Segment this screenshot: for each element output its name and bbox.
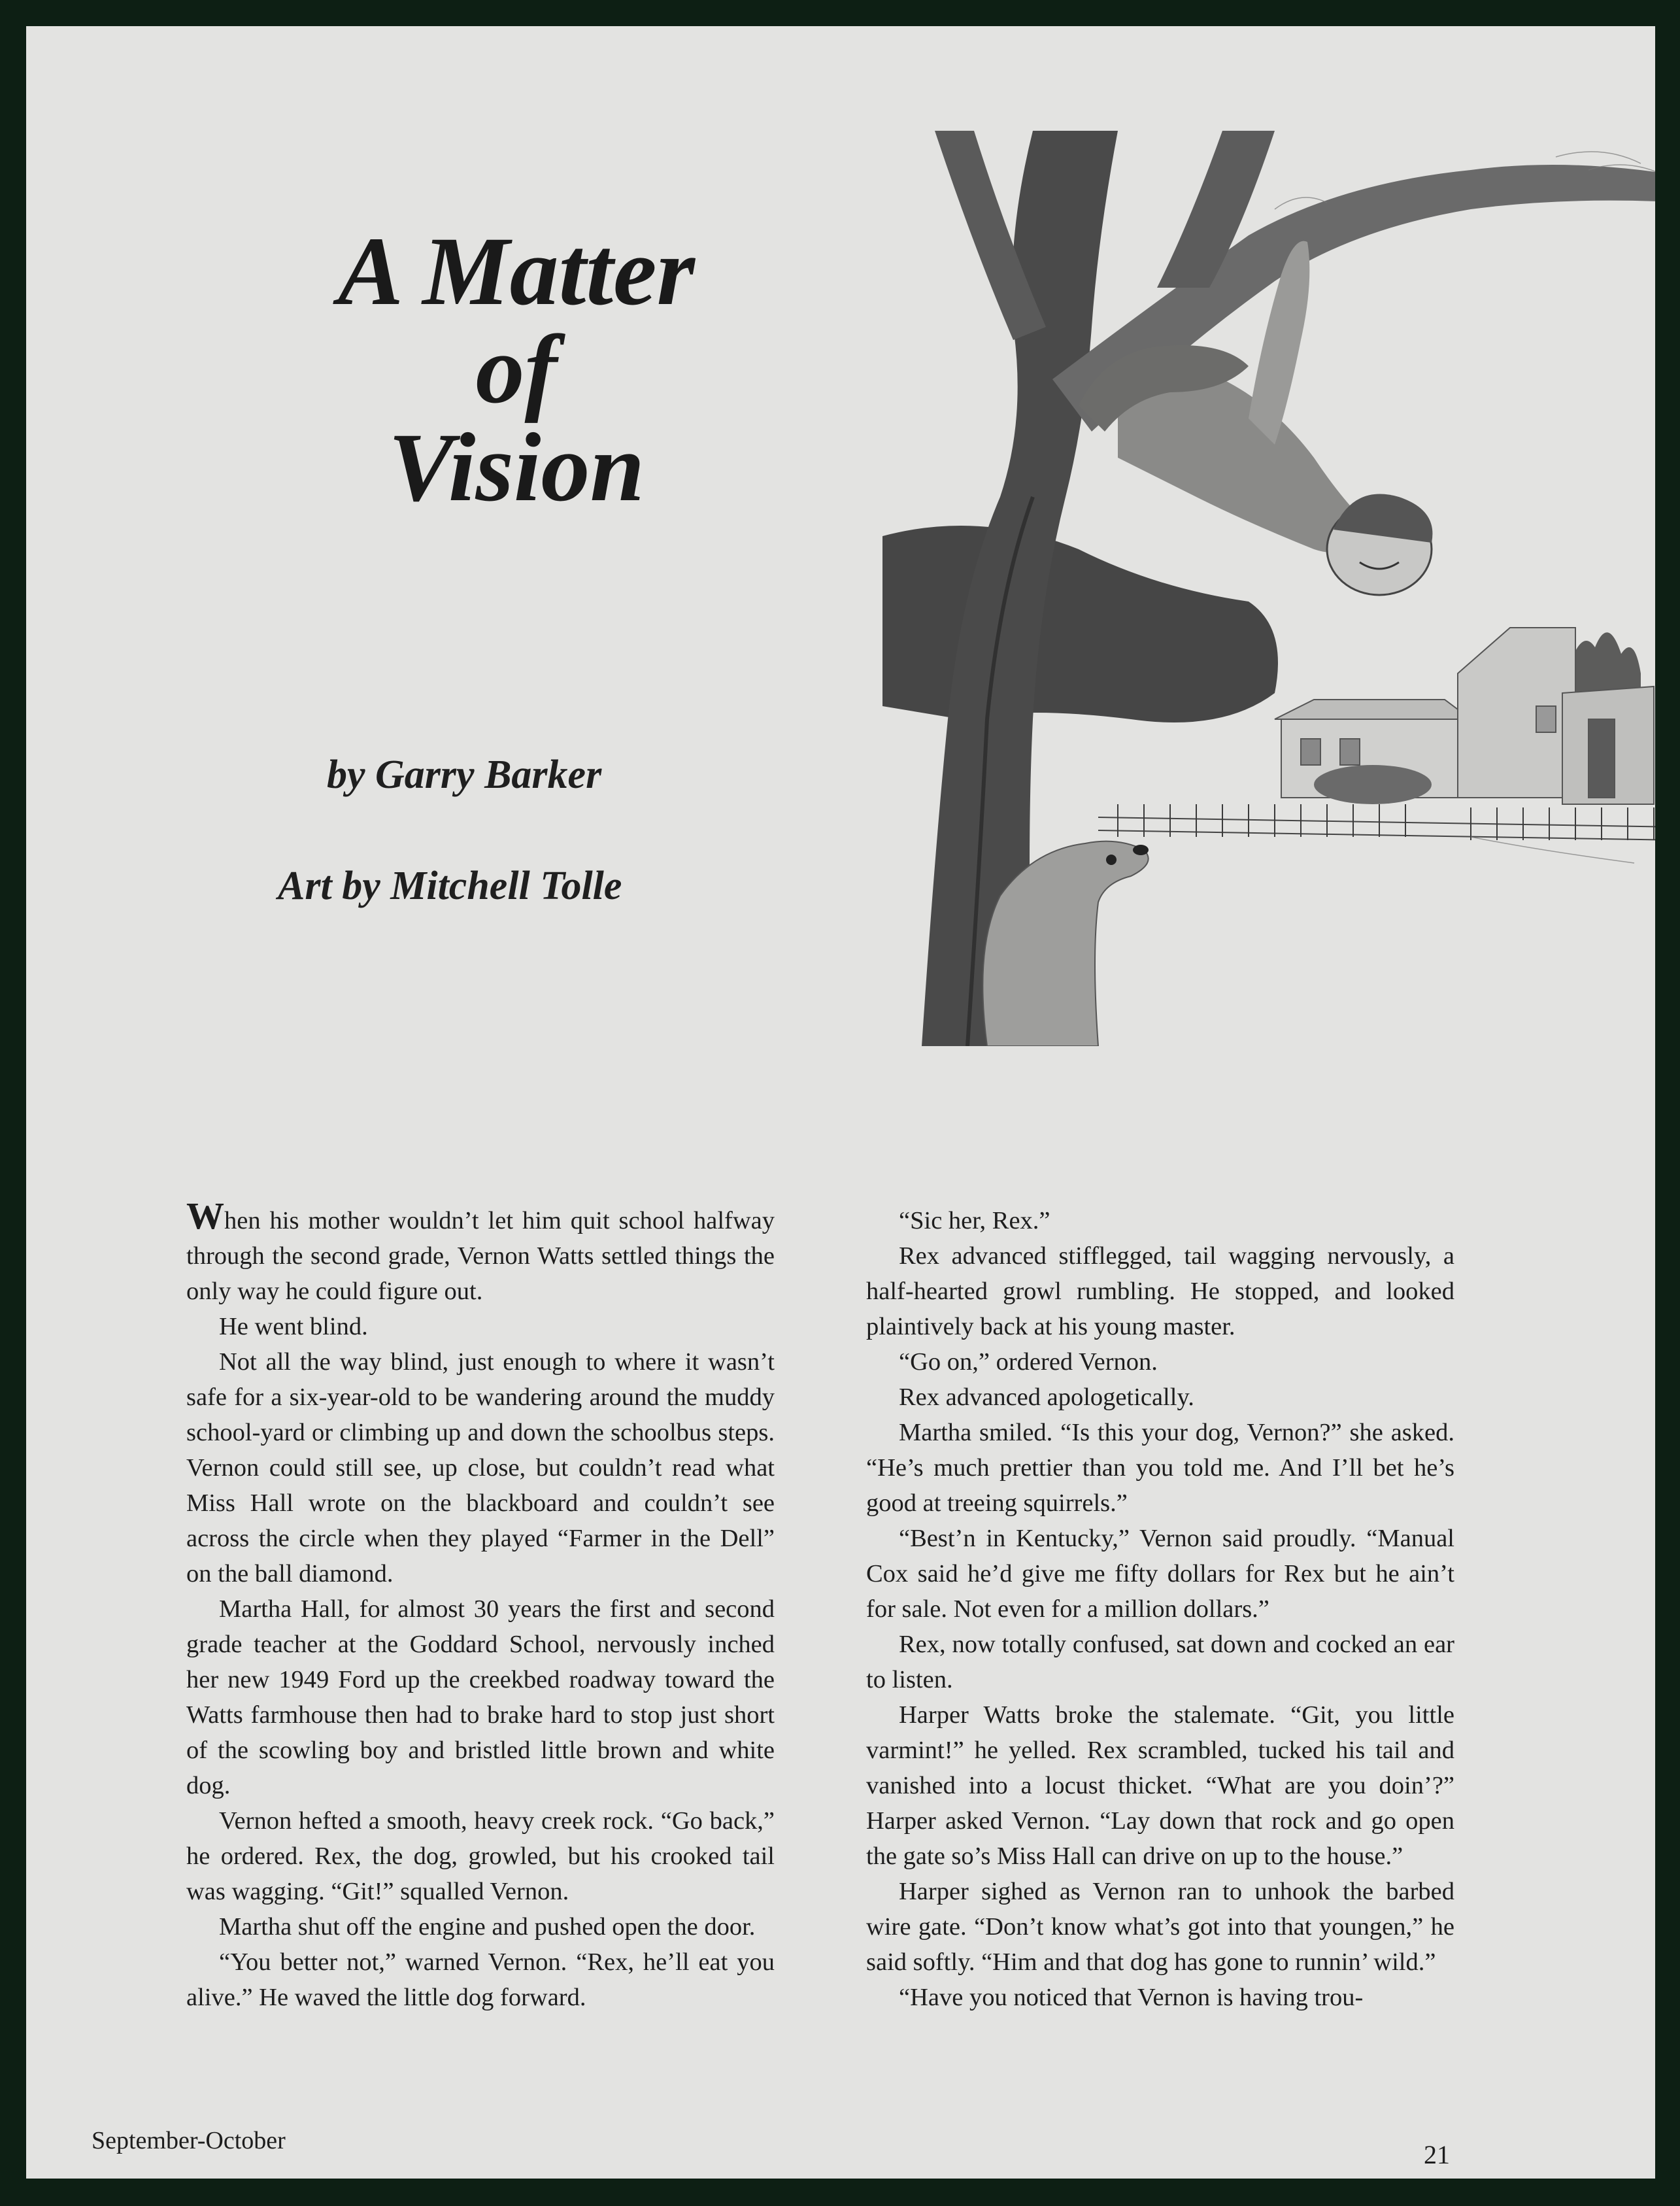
- article-column-right: [866, 1203, 1454, 2015]
- title-line-2: of: [475, 315, 558, 424]
- paragraph: Rex advanced stifflegged, tail wagging nervously, a half-hearted growl rumbling. He stopped, and looked plaintively back at his young master.: [866, 1242, 1454, 1340]
- paragraph: “You better not,” warned Vernon. “Rex, he’ll eat you alive.” He waved the little dog forward.: [186, 1948, 775, 2011]
- drop-cap: W: [186, 1195, 224, 1237]
- paragraph: “Sic her, Rex.”: [899, 1207, 1050, 1234]
- magazine-page: [26, 26, 1655, 2179]
- paragraph: Martha shut off the engine and pushed open the door.: [219, 1913, 756, 1941]
- paragraph: Harper Watts broke the stalemate. “Git, you little varmint!” he yelled. Rex scrambled, tucked his tail and vanished into a locust thicket. “What are you doin’?” Harper asked Vernon. “Lay down that rock and go open the gate so’s Miss Hall can drive on up to the house.”: [866, 1701, 1454, 1870]
- paragraph: Martha Hall, for almost 30 years the first and second grade teacher at the Goddard School, nervously inched her new 1949 Ford up the creekbed roadway toward the Watts farmhouse then had to brake hard to stop just short of the scowling boy and bristled little brown and white dog.: [186, 1595, 775, 1799]
- paragraph: Vernon hefted a smooth, heavy creek rock. “Go back,” he ordered. Rex, the dog, growled, but his crooked tail was wagging. “Git!” squalled Vernon.: [186, 1807, 775, 1905]
- artist-byline: Art by Mitchell Tolle: [278, 864, 622, 908]
- paragraph: “Have you noticed that Vernon is having trou-: [899, 1984, 1364, 2011]
- paragraph: Rex, now totally confused, sat down and cocked an ear to listen.: [866, 1631, 1454, 1693]
- illustration-boy-in-tree: [882, 131, 1655, 1046]
- paragraph: Rex advanced apologetically.: [899, 1383, 1194, 1411]
- author-byline: by Garry Barker: [327, 753, 602, 797]
- paragraph: “Best’n in Kentucky,” Vernon said proudly. “Manual Cox said he’d give me fifty dollars for Rex but he ain’t for sale. Not even for a million dollars.”: [866, 1525, 1454, 1623]
- issue-date: September-October: [92, 2127, 286, 2154]
- paragraph: “Go on,” ordered Vernon.: [899, 1348, 1158, 1376]
- paragraph-text: hen his mother wouldn’t let him quit school halfway through the second grade, Vernon Watts settled things the only way he could figure out.: [186, 1207, 775, 1305]
- paragraph: Martha smiled. “Is this your dog, Vernon?” she asked. “He’s much prettier than you told me. And I’ll bet he’s good at treeing squirrels.”: [866, 1419, 1454, 1517]
- paragraph: [186, 1195, 775, 1309]
- title-line-1: A Matter: [338, 217, 695, 326]
- paragraph: He went blind.: [219, 1313, 368, 1340]
- title-line-3: Vision: [388, 413, 645, 522]
- paragraph: Not all the way blind, just enough to where it wasn’t safe for a six-year-old to be wandering around the muddy school-yard or climbing up and down the schoolbus steps. Vernon could still see, up close, but couldn’t read what Miss Hall wrote on the blackboard and couldn’t see across the circle when they played “Farmer in the Dell” on the ball diamond.: [186, 1348, 775, 1587]
- article-title: [222, 217, 811, 522]
- page-number: 21: [1424, 2140, 1450, 2169]
- paragraph: Harper sighed as Vernon ran to unhook the barbed wire gate. “Don’t know what’s got into that youngen,” he said softly. “Him and that dog has gone to runnin’ wild.”: [866, 1878, 1454, 1976]
- article-column-left: [186, 1195, 775, 2015]
